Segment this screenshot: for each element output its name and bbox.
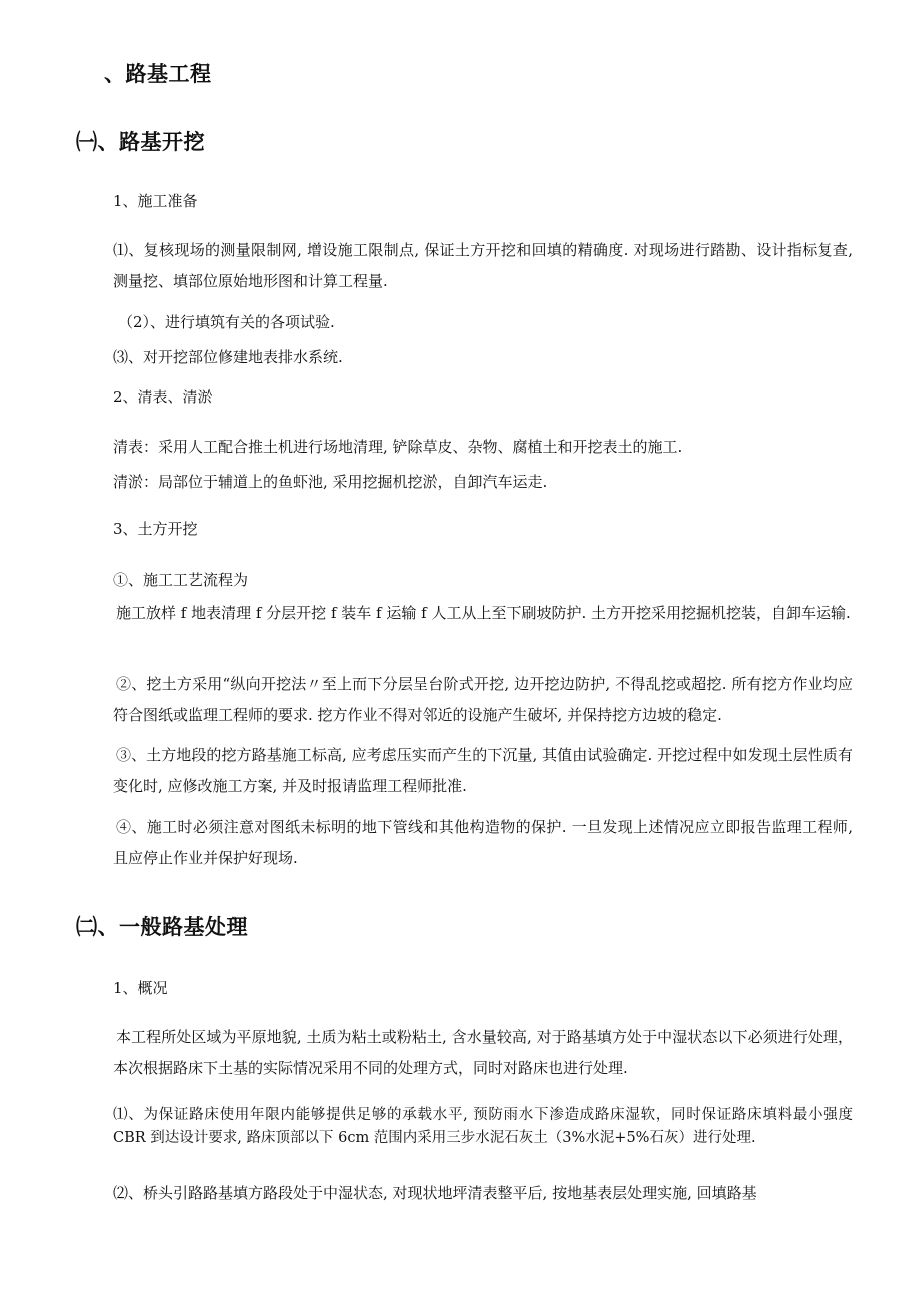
paragraph-process-flow: 施工放样 f 地表清理 f 分层开挖 f 装车 f 运输 f 人工从上至下刷坡防护. 土方开挖采用挖掘机挖装，自卸车运输. (116, 604, 851, 622)
paragraph-excavation-method: ②、挖土方采用“纵向开挖法〃至上而下分层呈台阶式开挖, 边开挖边防护, 不得乱挖或超挖. 所有挖方作业均应符合图纸或监理工程师的要求. 挖方作业不得对邻近的设施产生破坏, 并保持挖方边坡的稳定. (113, 675, 853, 724)
paragraph-elevation: ③、土方地段的挖方路基施工标高, 应考虑压实而产生的下沉量, 其值由试验确定. 开挖过程中如发现土层性质有变化时, 应修改施工方案, 并及时报请监理工程师批准. (113, 746, 853, 795)
paragraph-roadbed-treatment: ⑴、为保证路床使用年限内能够提供足够的承载水平, 预防雨水下渗造成路床湿软，同时保证路床填料最小强度 CBR 到达设计要求, 路床顶部以下 6cm 范围内采用三步水泥石灰土（3%水泥+5%石灰）进行处理. (113, 1107, 853, 1146)
subheading-earthwork: 3、土方开挖 (113, 520, 198, 538)
section-heading-excavation: ㈠、路基开挖 (76, 130, 205, 154)
paragraph-process-title: ①、施工工艺流程为 (113, 571, 249, 589)
subheading-overview: 1、概况 (113, 979, 168, 997)
subheading-preparation: 1、施工准备 (113, 192, 198, 210)
paragraph-tests: （2）、进行填筑有关的各项试验. (118, 313, 335, 331)
section-heading-treatment: ㈡、一般路基处理 (76, 915, 248, 939)
paragraph-clearing-silt: 清淤：局部位于辅道上的鱼虾池, 采用挖掘机挖淤，自卸汽车运走. (113, 473, 548, 491)
paragraph-survey: ⑴、复核现场的测量限制网, 增设施工限制点, 保证土方开挖和回填的精确度. 对现场进行踏勘、设计指标复查, 测量挖、填部位原始地形图和计算工程量. (113, 241, 853, 290)
paragraph-clearing-surface: 清表：采用人工配合推土机进行场地清理, 铲除草皮、杂物、腐植土和开挖表土的施工. (113, 438, 683, 456)
main-heading: 、路基工程 (104, 62, 212, 86)
paragraph-protection: ④、施工时必须注意对图纸未标明的地下管线和其他构造物的保护. 一旦发现上述情况应立即报告监理工程师, 且应停止作业并保护好现场. (113, 818, 853, 867)
paragraph-overview: 本工程所处区域为平原地貌, 土质为粘土或粉粘土, 含水量较高, 对于路基填方处于中湿状态以下必须进行处理，本次根据路床下土基的实际情况采用不同的处理方式，同时对路床也进行处理. (113, 1028, 853, 1077)
subheading-clearing: 2、清表、清淤 (113, 388, 213, 406)
paragraph-drainage: ⑶、对开挖部位修建地表排水系统. (113, 348, 343, 366)
paragraph-bridge-approach: ⑵、桥头引路路基填方路段处于中湿状态, 对现状地坪清表整平后, 按地基表层处理实施, 回填路基 (113, 1184, 757, 1202)
